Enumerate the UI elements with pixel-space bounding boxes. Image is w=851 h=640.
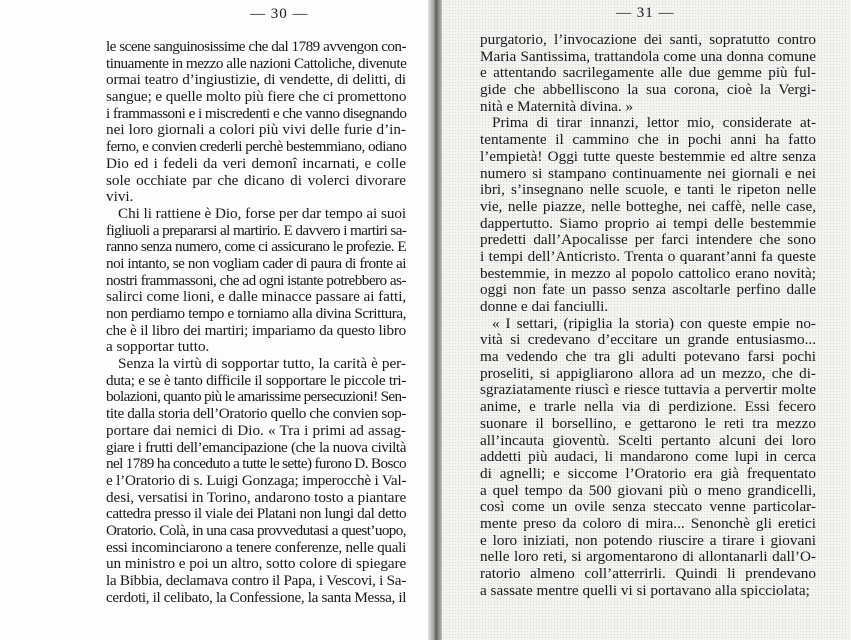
text-line: « I settari, (ripiglia la storia) con queste empie no- [492, 314, 816, 332]
text-line: cerdoti, il celibato, la Confessione, la santa Messa, il [106, 588, 407, 606]
text-line: l’empietà! Oggi tutte queste bestemmie ed altre senza [480, 147, 816, 165]
text-line: ratorio almeno coll’atterrirli. Quindi li prendevano [480, 565, 816, 582]
text-line: duta; e se è tanto difficile il sopportare le piccole tri- [106, 371, 406, 389]
text-line: e attentando sacrilegamente alle due gemme più ful- [480, 64, 816, 82]
text-line: ferno, e convien crederli perchè bestemmiano, odiano [106, 138, 407, 156]
text-line: gide che abbelliscono la sua corona, cioè la Vergi- [480, 81, 816, 99]
text-line: donne e dai fanciulli. [480, 298, 609, 315]
text-line: Maria Santissima, trattandola come una donna comune [480, 47, 816, 65]
text-line: vivi. [106, 188, 134, 206]
book-gutter [428, 0, 442, 640]
text-line: mente preso da coloro di mira... Senonchè gli eretici [480, 514, 816, 532]
text-line: oggi non fate un passo senza ascoltarle perfino dalle [480, 281, 816, 299]
text-line: bolazioni, quanto più le amarissime persecuzioni! Sen- [106, 388, 407, 406]
text-line: sole occhiate par che dicano di volerci divorare [106, 171, 406, 189]
text-line: Prima di tirar innanzi, lettor mio, considerate at- [492, 114, 816, 132]
text-line: che è il libro dei martiri; impariamo da questo libro [106, 321, 406, 339]
text-line: nel 1789 ha conceduto a tutte le sette) furono D. Bosco [106, 455, 406, 473]
text-line: ma vedendo che tra gli adulti potevano farsi pochi [480, 348, 816, 366]
text-line: addetti più audaci, li mandarono come lupi in cerca [480, 448, 816, 466]
page-body-text [480, 32, 816, 599]
text-line: cattedra presso il viale dei Platani non lungi dal detto [106, 505, 407, 523]
text-line: così come un ovile senza steccato venne particolar- [480, 498, 816, 516]
text-line: non perdiamo tempo e torniamo alla divina Scrittura, [106, 305, 406, 322]
text-line: suonare il borsellino, e gettarono le reti tra mezzo [480, 414, 816, 432]
text-line: anime, e trarle nella via di perdizione. Essi fecero [480, 398, 816, 416]
text-line: nelle loro reti, si argomentarono di allontanarli dall’O- [480, 548, 816, 566]
text-line: e l’Oratorio di s. Luigi Gonzaga; imperocchè i Val- [106, 471, 407, 489]
text-line: ibri, s’insegnano nelle scuole, e tanti le ripeton nelle [480, 181, 816, 199]
page-body-text [106, 39, 406, 606]
text-line: giare i frutti dell’emancipazione (che la nuova civiltà [106, 438, 406, 456]
text-line: Senza la virtù di sopportar tutto, la carità è per- [118, 355, 406, 373]
text-line: vie, nelle piazze, nelle botteghe, nei caffè, nelle case, [480, 197, 816, 215]
text-line: all’incauta gioventù. Scelti pertanto alcuni dei loro [480, 431, 816, 449]
text-line: sgraziatamente riuscì e riesce tuttavia a pervertir molte [480, 381, 816, 399]
text-line: i frammassoni e i miscredenti e che vanno disegnando [106, 104, 407, 122]
text-line: tentamente il cammino che in pochi anni ha fatto [480, 131, 816, 149]
text-line: ranno senza numero, come ci assicurano le profezie. E [106, 238, 406, 256]
text-line: e loro iniziati, non potendo riuscire a tirare i giovani [480, 531, 816, 549]
text-line: nità e Maternità divina. » [480, 97, 634, 115]
text-line: a sassate mentre quelli vi si portavano alla spicciolata; [480, 581, 810, 599]
text-line: noi intanto, se non vogliam cader di paura di fronte ai [106, 254, 406, 272]
text-line: tinuamente in mezzo alle nazioni Cattoliche, divenute [106, 54, 407, 72]
text-line: sangue; e quelle molto più fiere che ci promettono [106, 88, 407, 106]
text-line: Chi li rattiene è Dio, forse per dar tempo ai suoi [118, 204, 407, 222]
text-line: bestemmie, in mezzo al popolo cattolico erano novità; [480, 264, 816, 282]
text-line: desi, versatisi in Torino, andarono tosto a piantare [106, 488, 407, 506]
text-line: dappertutto. Siamo proprio ai tempi delle bestemmie [480, 214, 816, 232]
text-line: Oratorio. Colà, in una casa provvedutasi a quest’uopo, [106, 521, 406, 539]
text-line: tite dalla storia dell’Oratorio quello che convien sop- [106, 405, 406, 423]
text-line: a quel tempo da 500 giovani più o meno grandicelli, [480, 481, 816, 499]
text-line: la Bibbia, declamava contro il Papa, i Vescovi, i Sa- [106, 572, 406, 589]
page-number: — 31 — [616, 5, 675, 21]
text-line: predetti dall’Apocalisse per farci intendere che sono [480, 231, 816, 249]
right-page [436, 0, 851, 640]
text-line: vità si credevano d’eccitare un grande entusiasmo... [480, 331, 816, 349]
text-line: un ministro e poi un altro, sotto colore di spiegare [106, 555, 407, 573]
text-line: nei loro giornali a colori più vivi delle furie d’in- [106, 121, 406, 139]
text-line: i tempi dell’Anticristo. Trenta o quarant’anni fa queste [480, 247, 816, 265]
text-line: le scene sanguinosissime che dal 1789 avvengon con- [106, 38, 406, 55]
page-number: — 30 — [250, 6, 309, 22]
text-line: figliuoli a prepararsi al martirio. E davvero i martiri sa- [106, 221, 407, 239]
text-line: di agnelli; e siccome l’Oratorio era già frequentato [480, 464, 816, 482]
text-line: portare dai nemici di Dio. « Tra i primi ad assag- [106, 421, 406, 439]
text-line: a sopportar tutto. [106, 338, 210, 356]
text-line: purgatorio, l’invocazione dei santi, sopratutto contro [480, 31, 816, 48]
text-line: nostri frammassoni, che ad ogni istante potrebbero as- [106, 271, 406, 289]
text-line: numero si stampano continuamente nei giornali e nei [480, 164, 816, 182]
text-line: salirci come lioni, e dalle minacce passare ai fatti, [106, 288, 407, 306]
text-line: Dio ed i fedeli da veri demonî incarnati, e colle [106, 154, 406, 172]
text-line: ormai teatro d’ingiustizie, di vendette, di delitti, di [106, 71, 406, 89]
text-line: proseliti, si appigliarono allora ad un mezzo, che di- [480, 364, 816, 382]
text-line: essi incominciarono a tenere conferenze, nelle quali [106, 538, 406, 556]
